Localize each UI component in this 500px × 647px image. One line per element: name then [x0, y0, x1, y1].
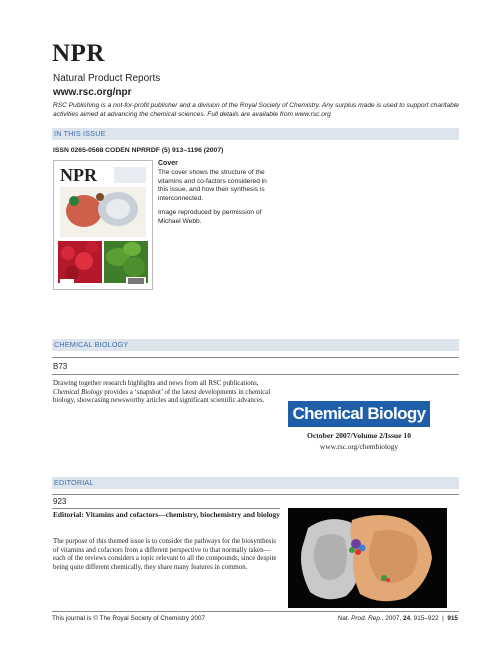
page-number-editorial[interactable]: 923 [53, 497, 67, 506]
section-header-chemical-biology: CHEMICAL BIOLOGY [52, 339, 459, 351]
editorial-text: The purpose of this themed issue is to consider the pathways for the biosynthesis of vitamins and cofactors from a different perspective to that normally taken—each of the reviews considers a topic relevant to all the compounds, since despite being quite different chemically, they share many features in common. [53, 538, 277, 572]
divider [52, 374, 459, 375]
footer-citation [338, 615, 458, 622]
cover-illustration [54, 161, 152, 289]
footer-page-number: 915 [447, 615, 458, 622]
cover-heading: Cover [158, 160, 178, 167]
chemical-biology-issue: October 2007/Volume 2/Issue 10 [307, 431, 411, 440]
footer-separator: | [438, 615, 448, 622]
editorial-title[interactable]: Editorial: Vitamins and cofactors—chemistry, biochemistry and biology [53, 510, 280, 519]
divider [52, 357, 459, 358]
footer-copyright: This journal is © The Royal Society of Chemistry 2007 [52, 615, 206, 622]
footer-year: , 2007, [381, 615, 404, 622]
protein-structure-illustration [288, 508, 447, 608]
journal-name: Natural Product Reports [53, 73, 161, 84]
chemical-biology-text: Drawing together research highlights and news from all RSC publications, Chemical Biology provides a ‘snapshot’ of the latest developments in chemical biology, showcasing newsworthy articles and significant scientific advances. [53, 380, 271, 405]
page-number-chemical-biology[interactable]: B73 [53, 362, 68, 371]
cover-description: The cover shows the structure of the vitamins and co-factors considered in this issue, and how their synthesis is interconnected. [158, 169, 267, 202]
footer-divider [52, 611, 459, 612]
divider [52, 494, 459, 495]
cover-image [53, 160, 153, 290]
footer-pages: , 915–922 [410, 615, 439, 622]
section-header-in-this-issue: IN THIS ISSUE [52, 128, 459, 140]
issn-line: ISSN 0265-0568 CODEN NPRRDF (5) 913–1196 (2007) [53, 147, 224, 154]
cover-credit: Image reproduced by permission of Michael Webb. [158, 209, 262, 225]
section-header-editorial: EDITORIAL [52, 477, 459, 489]
journal-abbrev: NPR [52, 40, 105, 67]
divider [52, 508, 280, 509]
cover-thumb-title: NPR [60, 165, 97, 185]
footer-volume: 24 [403, 615, 411, 622]
chemical-biology-banner: Chemical Biology [288, 401, 430, 427]
journal-url[interactable]: www.rsc.org/npr [53, 87, 132, 98]
protein-structure-image [288, 508, 447, 608]
chemical-biology-url[interactable]: www.rsc.org/chembiology [319, 442, 399, 451]
publisher-note: RSC Publishing is a not-for-profit publisher and a division of the Royal Society of Chemistry. Any surplus made is used to support charitable activities aimed at advancing the chemical sciences. Full details are available from www.rsc.org [53, 102, 459, 118]
footer-journal: Nat. Prod. Rep. [337, 615, 382, 622]
